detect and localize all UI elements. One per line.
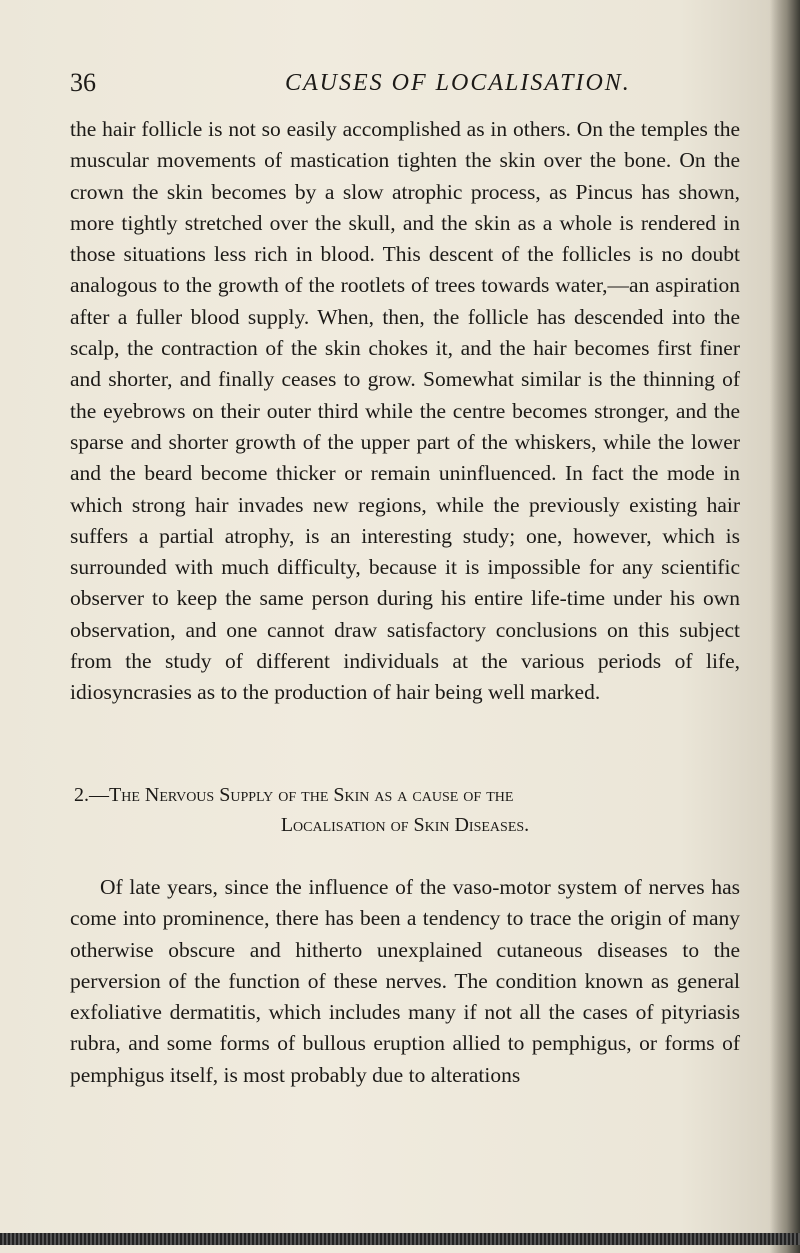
page-number: 36 (70, 68, 96, 97)
page-edge-shadow (770, 0, 800, 1253)
scan-border (0, 1233, 800, 1245)
section-heading-line-2: Localisation of Skin Diseases. (280, 814, 530, 836)
section-heading-line-1: 2.—The Nervous Supply of the Skin as a cause of the (74, 784, 514, 806)
section-heading (70, 780, 740, 840)
running-head: CAUSES OF LOCALISATION. (285, 70, 631, 96)
paragraph-1: the hair follicle is not so easily accomplished as in others. On the temples the muscular movements of mastication tighten the skin over the bone. On the crown the skin becomes by a slow atrophic process, as Pincus has shown, more tightly stretched over the skull, and the skin as a whole is rendered in those situations less rich in blood. This descent of the follicles is no doubt analogous to the growth of the rootlets of trees towards water,—an aspiration after a fuller blood supply. When, then, the follicle has descended into the scalp, the contraction of the skin chokes it, and the hair becomes first finer and shorter, and finally ceases to grow. Somewhat similar is the thinning of the eyebrows on their outer third while the centre becomes stronger, and the sparse and shorter growth of the upper part of the whiskers, while the lower and the beard become thicker or remain uninfluenced. In fact the mode in which strong hair invades new regions, while the previously existing hair suffers a partial atrophy, is an interesting study; one, however, which is surrounded with much difficulty, because it is impossible for any scientific observer to keep the same person during his entire life-time under his own observation, and one cannot draw satisfactory conclusions on this subject from the study of different individuals at the various periods of life, idiosyncrasies as to the production of hair being well marked. (70, 117, 740, 705)
paragraph-2: Of late years, since the influence of the vaso-motor system of nerves has come into prominence, there has been a tendency to trace the origin of many otherwise obscure and hitherto unexplained cutaneous diseases to the perversion of the function of these nerves. The condition known as general exfoliative dermatitis, which includes many if not all the cases of pityriasis rubra, and some forms of bullous eruption allied to pemphigus, or forms of pemphigus itself, is most probably due to alterations (70, 875, 740, 1087)
page-header (70, 68, 750, 108)
